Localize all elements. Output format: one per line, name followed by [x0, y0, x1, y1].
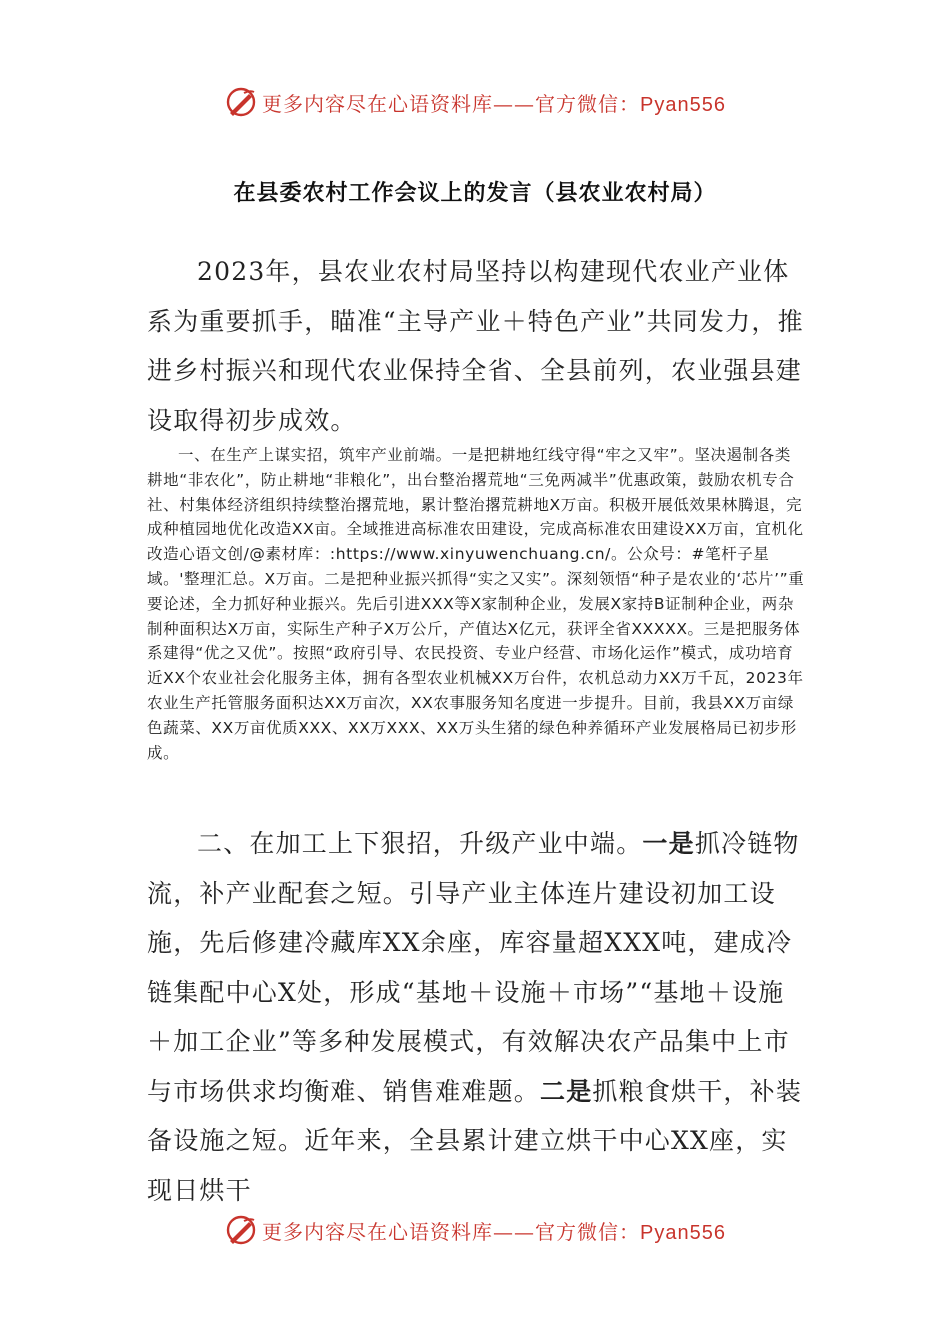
watermark-text: 更多内容尽在心语资料库——官方微信：Pyan556 — [262, 91, 726, 116]
pen-logo-icon — [224, 1213, 258, 1247]
page-title: 在县委农村工作会议上的发言（县农业农村局） — [233, 181, 717, 206]
intro-paragraph: 2023年，县农业农村局坚持以构建现代农业产业体系为重要抓手，瞄准“主导产业＋特色产业”共同发力，推进乡村振兴和现代农业保持全省、全县前列，农业强县建设取得初步成效。 — [147, 257, 804, 435]
pen-logo-icon — [224, 85, 258, 119]
section-two-paragraph: 二、在加工上下狠招，升级产业中端。一是抓冷链物流，补产业配套之短。引导产业主体连片建设初加工设施，先后修建冷藏库XX余座，库容量超XXX吨，建成冷链集配中心X处，形成“基地＋设施＋市场”“基地＋设施＋加工企业”等多种发展模式，有效解决农产品集中上市与市场供求均衡难、销售难难题。二是抓粮食烘干，补装备设施之短。近年来，全县累计建立烘干中心XX座，实现日烘干 — [147, 829, 803, 1205]
section-one-paragraph: 一、在生产上谋实招，筑牢产业前端。一是把耕地红线守得“牢之又牢”。坚决遏制各类耕地“非农化”，防止耕地“非粮化”，出台整治撂荒地“三免两减半”优惠政策，鼓励农机专合社、村集体经济组织持续整治撂荒地，累计整治撂荒耕地X万亩。积极开展低效果林腾退，完成种植园地优化改造XX亩。全域推进高标准农田建设，完成高标准农田建设XX万亩，宜机化改造心语文创/@素材库：:https://www.xinyuwenchuang.cn/。公众号：#笔杆子星域。'整理汇总。X万亩。二是把种业振兴抓得“实之又实”。深刻领悟“种子是农业的‘芯片’”重要论述，全力抓好种业振兴。先后引进XXX等X家制种企业，发展X家持B证制种企业，两杂制种面积达X万亩，实际生产种子X万公斤，产值达X亿元，获评全省XXXXX。三是把服务体系建得“优之又优”。按照“政府引导、农民投资、专业户经营、市场化运作”模式，成功培育近XX个农业社会化服务主体，拥有各型农业机械XX万台件，农机总动力XX万千瓦，2023年农业生产托管服务面积达XX万亩次，XX农事服务知名度进一步提升。目前，我县XX万亩绿色蔬菜、XX万亩优质XXX、XX万XXX、XX万头生猪的绿色种养循环产业发展格局已初步形成。 — [147, 446, 805, 762]
watermark-text: 更多内容尽在心语资料库——官方微信：Pyan556 — [262, 1219, 726, 1244]
watermark-banner-top — [0, 82, 950, 122]
watermark-banner-bottom — [0, 1210, 950, 1250]
